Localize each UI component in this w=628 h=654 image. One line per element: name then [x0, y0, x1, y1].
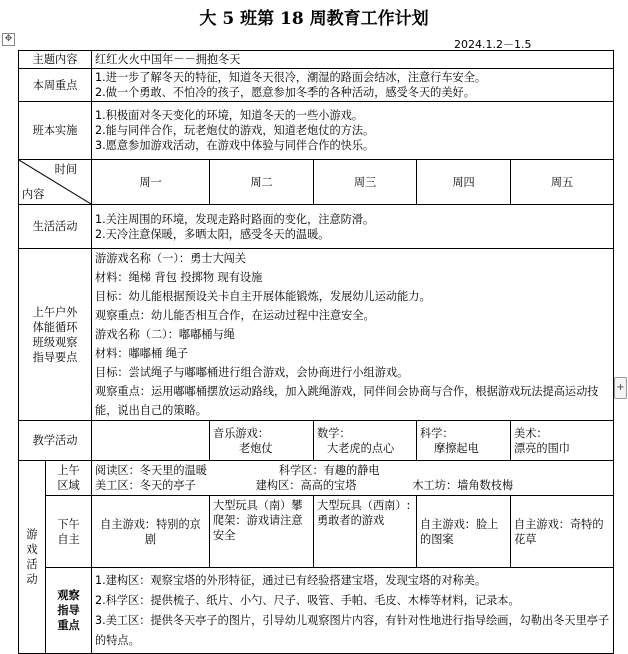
outdoor-line: 材料：绳梯 背包 投掷物 现有设施	[95, 271, 263, 284]
teaching-subject: 数学：	[317, 426, 351, 440]
teaching-cell-wed	[314, 421, 417, 461]
afternoon-label	[46, 496, 92, 568]
morning-area-line-1	[95, 463, 610, 478]
teaching-cell-tue	[210, 421, 314, 461]
morning-area-label-line: 上午	[57, 464, 80, 477]
observe-content	[92, 568, 614, 654]
morning-area-label-line: 区域	[57, 479, 80, 492]
focus-line: 2.做一个勇敢、不怕冷的孩子，愿意参加冬季的各种活动，感受冬天的美好。	[95, 86, 475, 99]
table-move-handle-icon[interactable]: ✥	[2, 33, 15, 46]
area-item: 阅读区：冬天里的温暖	[95, 464, 207, 477]
life-label: 生活活动	[19, 205, 92, 249]
focus-label: 本周重点	[19, 69, 92, 102]
focus-line: 1.进一步了解冬天的特征，知道冬天很冷，潮湿的路面会结冰，注意行车安全。	[95, 71, 487, 84]
morning-area-line-2	[95, 478, 610, 493]
life-line: 1.关注周围的环境，发现走路时路面的变化，注意防滑。	[95, 212, 375, 226]
date-range: 2024.1.2－1.5	[454, 38, 532, 51]
afternoon-cell-thu: 自主游戏：脸上的图案	[417, 496, 511, 568]
theme-value: 红红火火中国年－－拥抱冬天	[92, 51, 614, 69]
teaching-topic: 老炮仗	[239, 441, 273, 455]
afternoon-cell-tue: 大型玩具（南）攀爬架：游戏请注意安全	[210, 496, 314, 568]
afternoon-cell-mon: 自主游戏：特别的京剧	[92, 496, 210, 568]
afternoon-cell-fri: 自主游戏：奇特的花草	[511, 496, 614, 568]
theme-label: 主题内容	[19, 51, 92, 69]
games-label-char: 戏	[26, 543, 38, 556]
observe-row	[19, 568, 614, 654]
day-header-wed: 周三	[314, 160, 417, 205]
observe-label-line: 指导	[57, 604, 80, 617]
observe-label-line: 观察	[57, 589, 80, 602]
afternoon-label-line: 下午	[57, 517, 80, 531]
teaching-topic: 摩擦起电	[434, 441, 479, 455]
games-label-char: 活	[26, 558, 38, 571]
plan-table	[18, 50, 614, 654]
table-resize-handle-icon[interactable]: +	[614, 377, 627, 399]
outdoor-content	[92, 249, 614, 421]
outdoor-line: 游游戏名称（一）：勇士大闯关	[95, 252, 247, 265]
observe-line: 2.科学区：提供梳子、纸片、小勺、尺子、吸管、手帕、毛皮、木棒等材料，记录本。	[95, 593, 520, 607]
day-header-mon: 周一	[92, 160, 210, 205]
teaching-subject: 美术：	[514, 426, 548, 440]
outdoor-label-line: 上午户外	[32, 305, 78, 319]
implement-line: 1.积极面对冬天变化的环境，知道冬天的一些小游戏。	[95, 109, 364, 122]
games-label-char: 动	[26, 573, 38, 586]
afternoon-cell-wed: 大型玩具（西南）:勇敢者的游戏	[314, 496, 417, 568]
implement-content	[92, 102, 614, 160]
weekday-header-row	[19, 160, 614, 205]
morning-area-label	[46, 461, 92, 496]
outdoor-line: 目标：尝试绳子与嘟嘟桶进行组合游戏，会协商进行小组游戏。	[95, 366, 409, 379]
observe-label	[46, 568, 92, 654]
life-line: 2.天冷注意保暖，多晒太阳，感受冬天的温暖。	[95, 227, 330, 241]
outdoor-label-line: 班级观察	[32, 335, 78, 349]
teaching-label: 教学活动	[19, 421, 92, 461]
teaching-cell-mon	[92, 421, 210, 461]
life-row	[19, 205, 614, 249]
implement-line: 3.愿意参加游戏活动，在游戏中体验与同伴合作的快乐。	[95, 139, 375, 152]
page-title: 大 5 班第 18 周教育工作计划	[199, 9, 429, 29]
outdoor-line: 目标：幼儿能根据预设关卡自主开展体能锻炼，发展幼儿运动能力。	[95, 290, 431, 303]
outdoor-line: 观察重点：幼儿能否相互合作，在运动过程中注意安全。	[95, 309, 375, 322]
teaching-subject: 科学：	[420, 426, 454, 440]
outdoor-line: 观察重点：运用嘟嘟桶摆放运动路线，加入跳绳游戏，同伴间会协商与合作，根据游戏玩法提高运动技能，说出自己的策略。	[95, 385, 599, 417]
outdoor-label-line: 体能循环	[32, 320, 78, 334]
games-label	[19, 461, 46, 654]
teaching-subject: 音乐游戏：	[213, 426, 269, 440]
morning-area-content	[92, 461, 614, 496]
area-item: 建构区：高高的宝塔	[255, 479, 357, 492]
afternoon-row	[19, 496, 614, 568]
life-content	[92, 205, 614, 249]
outdoor-label-line: 指导要点	[32, 350, 78, 364]
implement-label: 班本实施	[19, 102, 92, 160]
theme-row	[19, 51, 614, 69]
observe-label-line: 重点	[57, 619, 80, 632]
area-item: 科学区：有趣的静电	[278, 464, 380, 477]
teaching-row	[19, 421, 614, 461]
day-header-thu: 周四	[417, 160, 511, 205]
games-label-char: 游	[26, 528, 38, 541]
morning-area-row	[19, 461, 614, 496]
teaching-topic: 大老虎的点心	[327, 441, 395, 455]
outdoor-line: 游戏名称（二）：嘟嘟桶与绳	[95, 328, 235, 341]
implement-line: 2.能与同伴合作，玩老炮仗的游戏，知道老炮仗的方法。	[95, 124, 375, 137]
observe-line: 3.美工区：提供冬天亭子的图片，引导幼儿观察图片内容，有针对性地进行指导绘画，勾勒出冬天里亭子的特点。	[95, 613, 610, 647]
afternoon-label-line: 自主	[57, 532, 80, 546]
header-content-label: 内容	[22, 188, 45, 201]
observe-line: 1.建构区：观察宝塔的外形特征，通过已有经验搭建宝塔，发现宝塔的对称美。	[95, 573, 487, 587]
header-time-label: 时间	[54, 163, 78, 176]
outdoor-label	[19, 249, 92, 421]
outdoor-line: 材料：嘟嘟桶 绳子	[95, 347, 189, 360]
focus-row	[19, 69, 614, 102]
teaching-topic: 漂亮的围巾	[514, 441, 570, 455]
outdoor-row	[19, 249, 614, 421]
area-item: 木工坊：墙角数枝梅	[412, 479, 514, 492]
teaching-cell-thu	[417, 421, 511, 461]
diagonal-header-cell	[19, 160, 92, 205]
implement-row	[19, 102, 614, 160]
day-header-tue: 周二	[210, 160, 314, 205]
day-header-fri: 周五	[511, 160, 614, 205]
teaching-cell-fri	[511, 421, 614, 461]
focus-content	[92, 69, 614, 102]
area-item: 美工区：冬天的亭子	[95, 479, 196, 492]
